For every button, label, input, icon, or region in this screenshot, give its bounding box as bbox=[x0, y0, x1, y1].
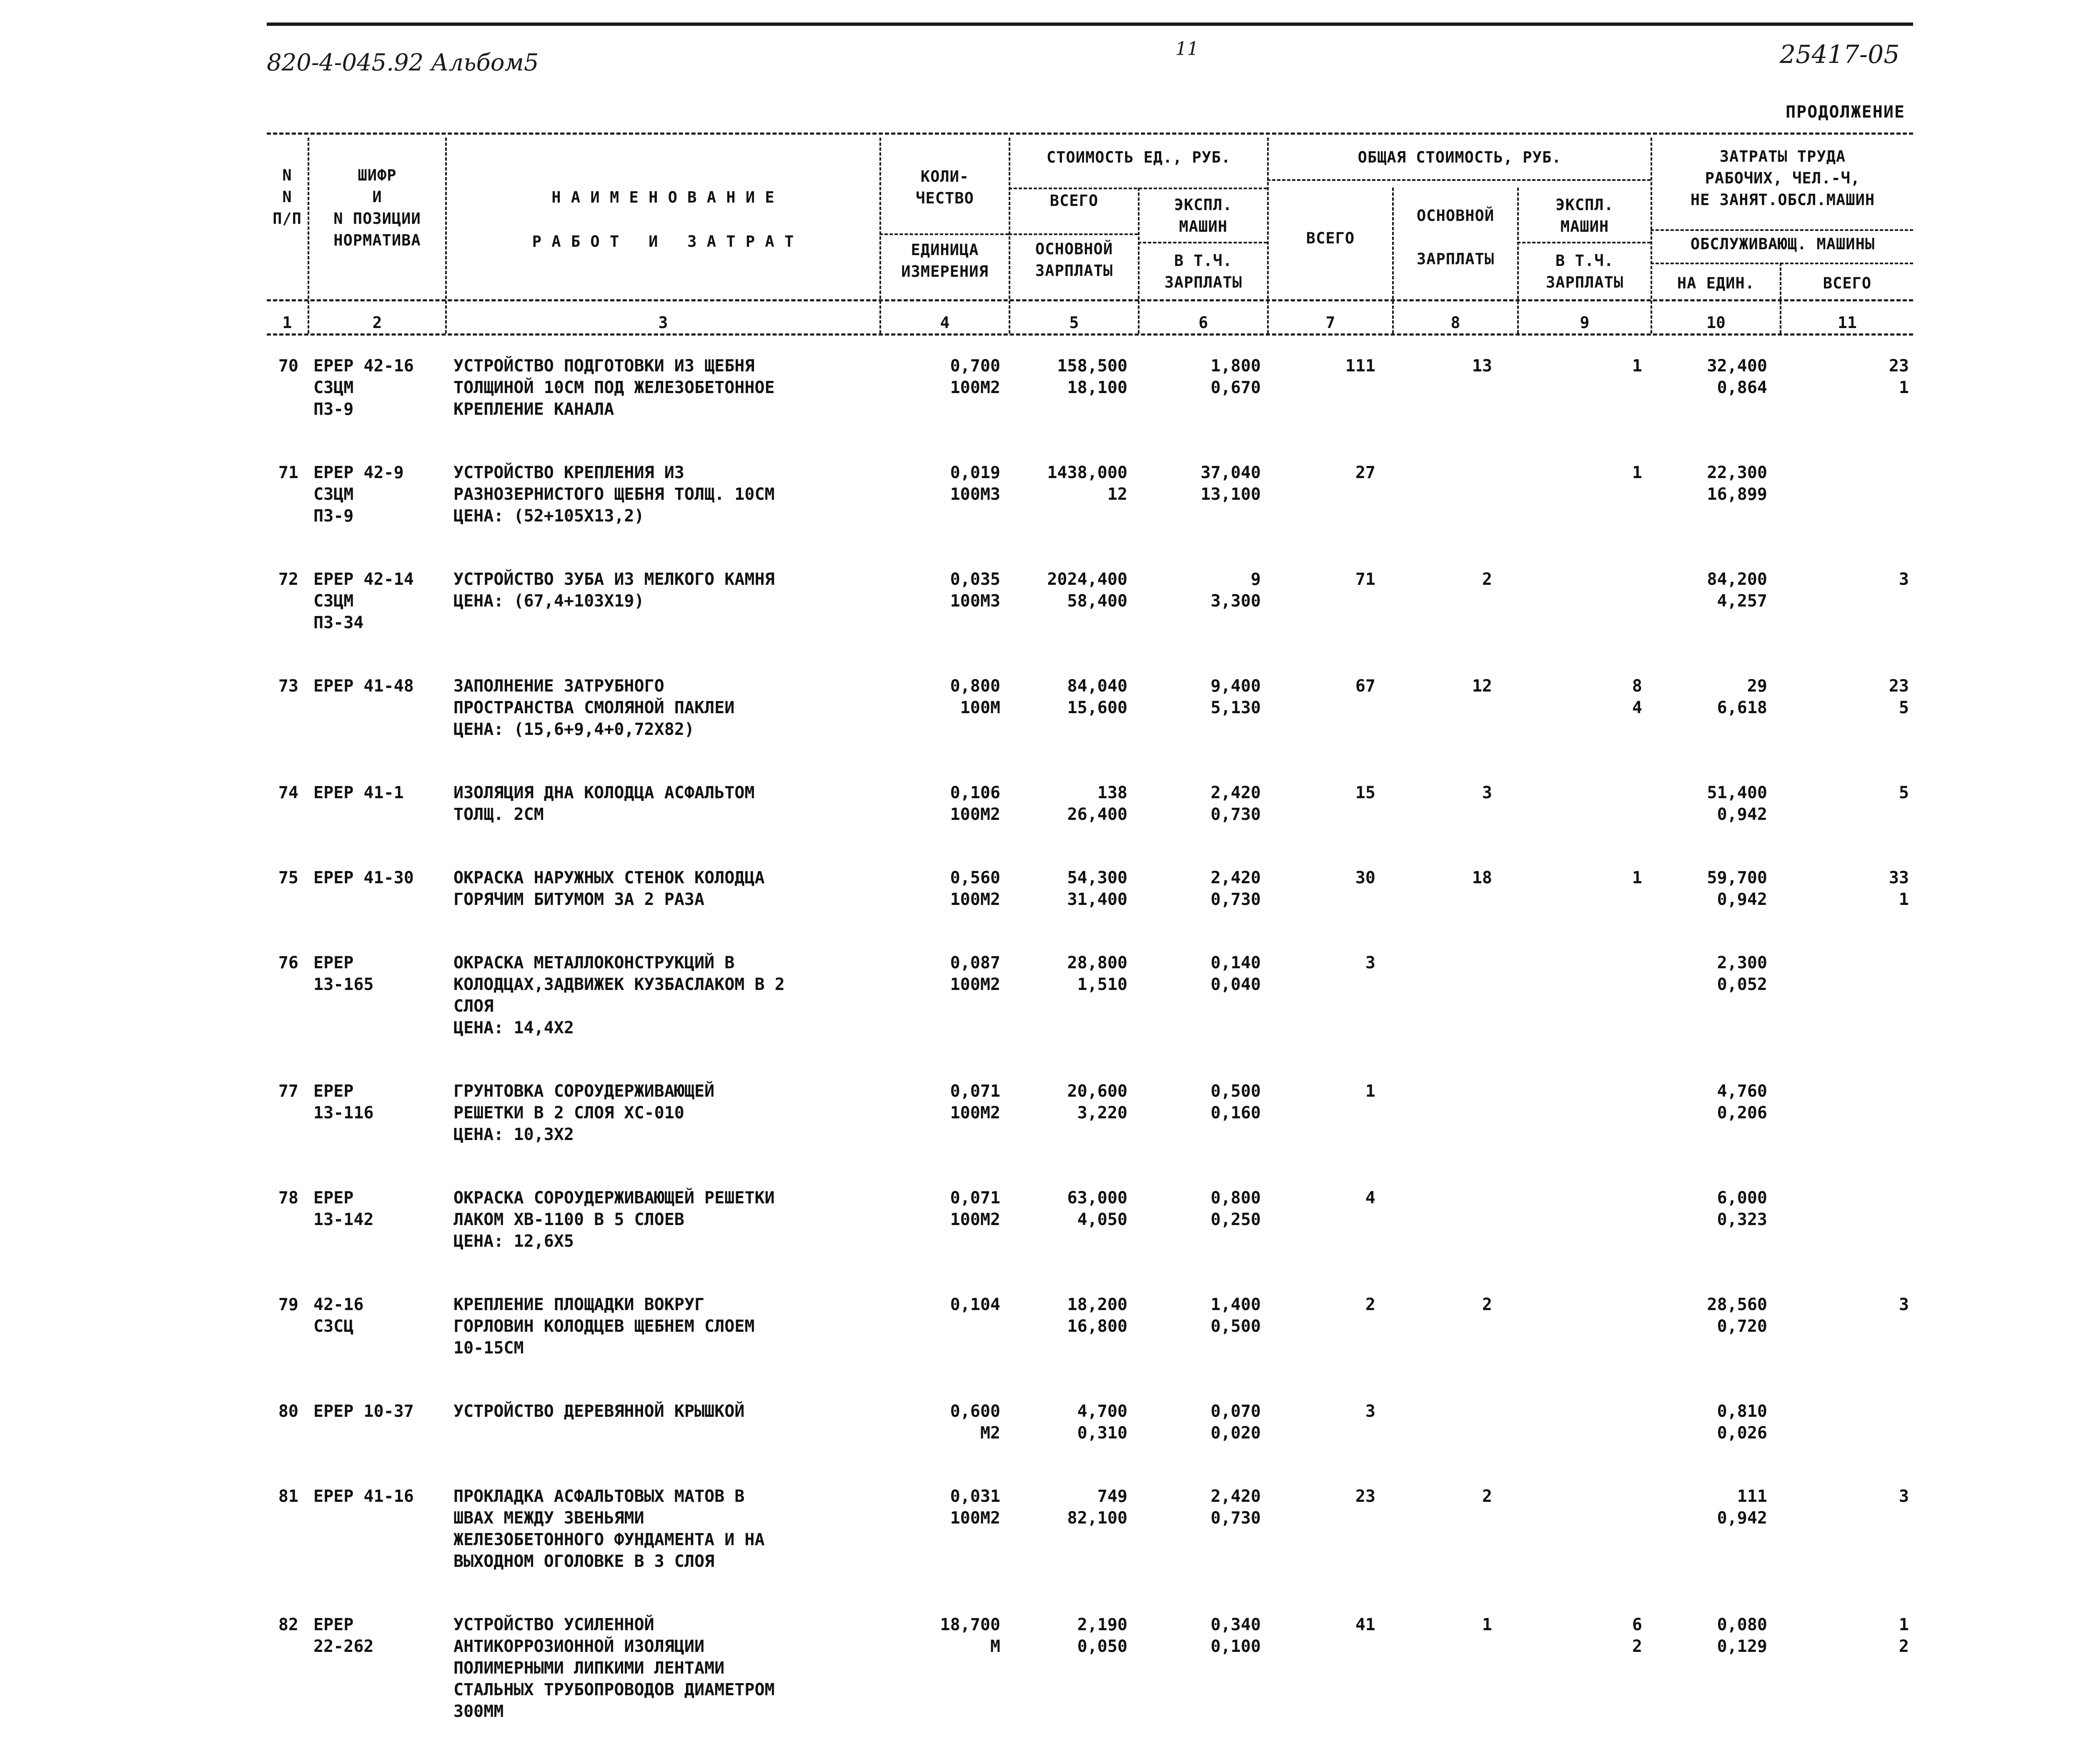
header-bottom-border bbox=[267, 299, 1913, 301]
total-machines: 1 bbox=[1632, 868, 1642, 887]
norm-code: ЕРЕР 22-262 bbox=[313, 1615, 374, 1656]
total-machines: 8 4 bbox=[1632, 677, 1642, 717]
labor-per-unit: 29 6,618 bbox=[1717, 677, 1767, 717]
labor-total: 5 bbox=[1899, 783, 1909, 802]
unit-cost-total: 20,600 3,220 bbox=[1067, 1082, 1127, 1123]
table-row bbox=[267, 1486, 1913, 1614]
work-name: ОКРАСКА НАРУЖНЫХ СТЕНОК КОЛОДЦА ГОРЯЧИМ БИТУМОМ ЗА 2 РАЗА bbox=[453, 868, 765, 909]
work-name: ОКРАСКА СОРОУДЕРЖИВАЮЩЕЙ РЕШЕТКИ ЛАКОМ ХВ-1100 В 5 СЛОЕВ ЦЕНА: 12,6Х5 bbox=[453, 1188, 775, 1251]
column-number: 9 bbox=[1580, 313, 1590, 332]
labor-total bbox=[1784, 952, 1909, 974]
unit-cost-machines: 2,420 0,730 bbox=[1210, 868, 1261, 909]
work-name: УСТРОЙСТВО ЗУБА ИЗ МЕЛКОГО КАМНЯ ЦЕНА: (67,4+103Х19) bbox=[453, 570, 775, 611]
unit-cost-total: 54,300 31,400 bbox=[1067, 868, 1127, 909]
item-number: 77 bbox=[278, 1082, 298, 1101]
labor-per-unit: 2,300 0,052 bbox=[1717, 953, 1767, 994]
col-header-total-machines: ЭКСПЛ. МАШИН bbox=[1555, 196, 1614, 236]
quantity: 0,035 100М3 bbox=[950, 570, 1000, 611]
quantity: 0,071 100М2 bbox=[950, 1082, 1000, 1123]
labor-per-unit: 59,700 0,942 bbox=[1707, 868, 1767, 909]
norm-code: ЕРЕР 41-16 bbox=[313, 1487, 414, 1506]
quantity: 0,071 100М2 bbox=[950, 1188, 1000, 1229]
col-header-name-top: Н А И М Е Н О В А Н И Е bbox=[551, 188, 775, 206]
col-header-labor-machines: ОБСЛУЖИВАЮЩ. МАШИНЫ bbox=[1690, 235, 1875, 253]
total-wage: 12 bbox=[1472, 677, 1492, 696]
labor-total: 3 bbox=[1899, 1487, 1909, 1506]
item-number: 78 bbox=[278, 1188, 298, 1208]
continued-label: ПРОДОЛЖЕНИЕ bbox=[1786, 103, 1905, 122]
item-number: 75 bbox=[278, 868, 298, 887]
unit-cost-total: 2,190 0,050 bbox=[1077, 1615, 1127, 1656]
table-row bbox=[267, 355, 1913, 462]
labor-total bbox=[1784, 1401, 1909, 1422]
norm-code: ЕРЕР 42-14 СЗЦМ ПЗ-34 bbox=[313, 570, 414, 632]
total-cost: 2 bbox=[1365, 1295, 1375, 1314]
work-name: ПРОКЛАДКА АСФАЛЬТОВЫХ МАТОВ В ШВАХ МЕЖДУ ЗВЕНЬЯМИ ЖЕЛЕЗОБЕТОННОГО ФУНДАМЕНТА И НА ВЫХОДНОМ ОГОЛОВКЕ В 3 СЛОЯ bbox=[453, 1487, 765, 1571]
labor-total bbox=[1784, 1080, 1909, 1102]
table-row bbox=[267, 1401, 1913, 1486]
unit-cost-total: 18,200 16,800 bbox=[1067, 1295, 1127, 1336]
norm-code: ЕРЕР 13-116 bbox=[313, 1082, 374, 1123]
norm-code: ЕРЕР 41-1 bbox=[313, 783, 404, 802]
total-cost: 67 bbox=[1355, 677, 1375, 696]
item-number: 79 bbox=[278, 1295, 298, 1314]
labor-total bbox=[1784, 462, 1909, 484]
col-header-total-wage: ОСНОВНОЙ ЗАРПЛАТЫ bbox=[1416, 207, 1495, 268]
labor-total: 1 2 bbox=[1899, 1615, 1909, 1656]
col-header-labor-unit: НА ЕДИН. bbox=[1677, 274, 1755, 292]
table-row bbox=[267, 1614, 1913, 1764]
column-number: 7 bbox=[1325, 313, 1335, 332]
labor-total: 33 1 bbox=[1889, 868, 1909, 909]
unit-cost-machines: 2,420 0,730 bbox=[1210, 1487, 1261, 1528]
norm-code: ЕРЕР 42-9 СЗЦМ ПЗ-9 bbox=[313, 463, 404, 526]
item-number: 81 bbox=[278, 1487, 298, 1506]
col-header-unit-cost-group: СТОИМОСТЬ ЕД., РУБ. bbox=[1046, 148, 1231, 166]
column-number: 5 bbox=[1069, 313, 1079, 332]
col-header-unit-wage: ОСНОВНОЙ ЗАРПЛАТЫ bbox=[1035, 240, 1113, 280]
labor-per-unit: 22,300 16,899 bbox=[1707, 463, 1767, 504]
quantity: 0,104 bbox=[950, 1295, 1000, 1314]
quantity: 0,560 100М2 bbox=[950, 868, 1000, 909]
quantity: 0,600 М2 bbox=[950, 1402, 1000, 1443]
total-machines: 1 bbox=[1632, 356, 1642, 376]
col-header-number: N N П/П bbox=[273, 166, 302, 228]
item-number: 71 bbox=[278, 463, 298, 482]
table-row bbox=[267, 952, 1913, 1080]
column-number: 1 bbox=[282, 313, 292, 332]
table-row bbox=[267, 1080, 1913, 1187]
column-number: 8 bbox=[1450, 313, 1460, 332]
total-cost: 4 bbox=[1365, 1188, 1375, 1208]
total-wage: 13 bbox=[1472, 356, 1492, 376]
col-header-unit-total: ВСЕГО bbox=[1050, 192, 1099, 210]
table-row bbox=[267, 867, 1913, 952]
total-cost: 15 bbox=[1355, 783, 1375, 802]
unit-cost-machines: 0,140 0,040 bbox=[1210, 953, 1261, 994]
unit-cost-machines: 0,340 0,100 bbox=[1210, 1615, 1261, 1656]
col-header-total-machine-wage: В Т.Ч. ЗАРПЛАТЫ bbox=[1545, 252, 1624, 291]
column-number: 2 bbox=[372, 313, 382, 332]
labor-per-unit: 0,810 0,026 bbox=[1717, 1402, 1767, 1443]
col-header-unit: ЕДИНИЦА ИЗМЕРЕНИЯ bbox=[901, 241, 989, 281]
quantity: 18,700 М bbox=[940, 1615, 1000, 1656]
unit-cost-total: 4,700 0,310 bbox=[1077, 1402, 1127, 1443]
work-name: УСТРОЙСТВО КРЕПЛЕНИЯ ИЗ РАЗНОЗЕРНИСТОГО ЩЕБНЯ ТОЛЩ. 10СМ ЦЕНА: (52+105Х13,2) bbox=[453, 463, 775, 526]
quantity: 0,019 100М3 bbox=[950, 463, 1000, 504]
unit-cost-machines: 1,800 0,670 bbox=[1210, 356, 1261, 397]
column-number: 3 bbox=[658, 313, 668, 332]
column-numbers-border bbox=[267, 333, 1913, 336]
item-number: 76 bbox=[278, 953, 298, 972]
group-divider bbox=[1517, 242, 1651, 243]
unit-cost-machines: 0,070 0,020 bbox=[1210, 1402, 1261, 1443]
page-number: 11 bbox=[1175, 38, 1199, 60]
norm-code: ЕРЕР 13-142 bbox=[313, 1188, 374, 1229]
unit-cost-machines: 0,800 0,250 bbox=[1210, 1188, 1261, 1229]
unit-cost-machines: 1,400 0,500 bbox=[1210, 1295, 1261, 1336]
labor-per-unit: 6,000 0,323 bbox=[1717, 1188, 1767, 1229]
unit-cost-total: 749 82,100 bbox=[1067, 1487, 1127, 1528]
total-cost: 30 bbox=[1355, 868, 1375, 887]
sheet-number: 25417-05 bbox=[1780, 40, 1900, 69]
col-header-name-bottom: Р А Б О Т И З А Т Р А Т bbox=[532, 233, 794, 251]
labor-per-unit: 0,080 0,129 bbox=[1717, 1615, 1767, 1656]
work-name: ЗАПОЛНЕНИЕ ЗАТРУБНОГО ПРОСТРАНСТВА СМОЛЯНОЙ ПАКЛЕИ ЦЕНА: (15,6+9,4+0,72Х82) bbox=[453, 677, 735, 739]
item-number: 70 bbox=[278, 356, 298, 376]
labor-total: 23 1 bbox=[1889, 356, 1909, 397]
table-row bbox=[267, 1187, 1913, 1294]
column-number: 10 bbox=[1706, 313, 1726, 332]
labor-per-unit: 28,560 0,720 bbox=[1707, 1295, 1767, 1336]
col-header-code: ШИФР И N ПОЗИЦИИ НОРМАТИВА bbox=[333, 166, 421, 249]
total-wage: 2 bbox=[1482, 1487, 1492, 1506]
work-name: КРЕПЛЕНИЕ ПЛОЩАДКИ ВОКРУГ ГОРЛОВИН КОЛОДЦЕВ ЩЕБНЕМ СЛОЕМ 10-15СМ bbox=[453, 1295, 755, 1358]
unit-cost-total: 28,800 1,510 bbox=[1067, 953, 1127, 994]
total-cost: 41 bbox=[1355, 1615, 1375, 1634]
item-number: 74 bbox=[278, 783, 298, 802]
quantity: 0,031 100М2 bbox=[950, 1487, 1000, 1528]
table-row bbox=[267, 1294, 1913, 1401]
total-wage: 2 bbox=[1482, 1295, 1492, 1314]
labor-per-unit: 51,400 0,942 bbox=[1707, 783, 1767, 824]
norm-code: ЕРЕР 13-165 bbox=[313, 953, 374, 994]
unit-cost-total: 1438,000 12 bbox=[1047, 463, 1127, 504]
total-cost: 23 bbox=[1355, 1487, 1375, 1506]
col-header-quantity: КОЛИ- ЧЕСТВО bbox=[916, 168, 974, 207]
item-number: 72 bbox=[278, 570, 298, 589]
group-divider bbox=[1009, 188, 1267, 189]
labor-per-unit: 111 0,942 bbox=[1717, 1487, 1767, 1528]
col-header-total-cost-group: ОБЩАЯ СТОИМОСТЬ, РУБ. bbox=[1358, 148, 1562, 166]
group-divider bbox=[1138, 242, 1267, 243]
col-header-labor-group: ЗАТРАТЫ ТРУДА РАБОЧИХ, ЧЕЛ.-Ч, НЕ ЗАНЯТ.ОБСЛ.МАШИН bbox=[1690, 148, 1875, 209]
norm-code: ЕРЕР 42-16 СЗЦМ ПЗ-9 bbox=[313, 356, 414, 419]
quantity: 0,087 100М2 bbox=[950, 953, 1000, 994]
quantity: 0,700 100М2 bbox=[950, 356, 1000, 397]
col-header-total-all: ВСЕГО bbox=[1306, 229, 1355, 247]
work-name: ГРУНТОВКА СОРОУДЕРЖИВАЮЩЕЙ РЕШЕТКИ В 2 СЛОЯ ХС-010 ЦЕНА: 10,3Х2 bbox=[453, 1082, 715, 1144]
col-header-labor-total: ВСЕГО bbox=[1823, 274, 1872, 292]
work-name: УСТРОЙСТВО УСИЛЕННОЙ АНТИКОРРОЗИОННОЙ ИЗОЛЯЦИИ ПОЛИМЕРНЫМИ ЛИПКИМИ ЛЕНТАМИ СТАЛЬНЫХ ТРУБОПРОВОДОВ ДИАМЕТРОМ 300ММ bbox=[453, 1615, 775, 1721]
unit-cost-total: 138 26,400 bbox=[1067, 783, 1127, 824]
document-code: 820-4-045.92 Альбом5 bbox=[267, 49, 539, 76]
table-row bbox=[267, 782, 1913, 867]
total-machines: 1 bbox=[1632, 463, 1642, 482]
norm-code: ЕРЕР 41-48 bbox=[313, 677, 414, 696]
group-divider bbox=[1651, 229, 1913, 231]
labor-per-unit: 4,760 0,206 bbox=[1717, 1082, 1767, 1123]
total-cost: 27 bbox=[1355, 463, 1375, 482]
column-number: 6 bbox=[1198, 313, 1208, 332]
column-number: 4 bbox=[940, 313, 950, 332]
unit-cost-machines: 9,400 5,130 bbox=[1210, 677, 1261, 717]
work-name: ОКРАСКА МЕТАЛЛОКОНСТРУКЦИЙ В КОЛОДЦАХ,ЗАДВИЖЕК КУЗБАСЛАКОМ В 2 СЛОЯ ЦЕНА: 14,4Х2 bbox=[453, 953, 785, 1037]
work-name: УСТРОЙСТВО ПОДГОТОВКИ ИЗ ЩЕБНЯ ТОЛЩИНОЙ 10СМ ПОД ЖЕЛЕЗОБЕТОННОЕ КРЕПЛЕНИЕ КАНАЛА bbox=[453, 356, 775, 419]
unit-cost-machines: 37,040 13,100 bbox=[1200, 463, 1261, 504]
total-cost: 3 bbox=[1365, 953, 1375, 972]
item-number: 80 bbox=[278, 1402, 298, 1421]
labor-total: 3 bbox=[1899, 1295, 1909, 1314]
estimate-table-body bbox=[267, 355, 1913, 1764]
norm-code: ЕРЕР 10-37 bbox=[313, 1402, 414, 1421]
col-header-unit-machine-wage: В Т.Ч. ЗАРПЛАТЫ bbox=[1164, 252, 1242, 291]
table-top-border bbox=[267, 133, 1913, 135]
col-header-unit-machines: ЭКСПЛ. МАШИН bbox=[1174, 196, 1232, 236]
group-divider bbox=[1267, 179, 1651, 181]
unit-cost-total: 158,500 18,100 bbox=[1057, 356, 1127, 397]
unit-cost-machines: 9 3,300 bbox=[1210, 570, 1261, 611]
norm-code: ЕРЕР 41-30 bbox=[313, 868, 414, 887]
total-cost: 1 bbox=[1365, 1082, 1375, 1101]
column-number: 11 bbox=[1838, 313, 1857, 332]
work-name: ИЗОЛЯЦИЯ ДНА КОЛОДЦА АСФАЛЬТОМ ТОЛЩ. 2СМ bbox=[453, 783, 755, 824]
table-row bbox=[267, 569, 1913, 675]
group-divider bbox=[879, 233, 1009, 235]
work-name: УСТРОЙСТВО ДЕРЕВЯННОЙ КРЫШКОЙ bbox=[453, 1402, 745, 1421]
total-wage: 18 bbox=[1472, 868, 1492, 887]
total-machines: 6 2 bbox=[1632, 1615, 1642, 1656]
unit-cost-total: 84,040 15,600 bbox=[1067, 677, 1127, 717]
table-row bbox=[267, 462, 1913, 569]
unit-cost-total: 2024,400 58,400 bbox=[1047, 570, 1127, 611]
quantity: 0,106 100М2 bbox=[950, 783, 1000, 824]
unit-cost-machines: 0,500 0,160 bbox=[1210, 1082, 1261, 1123]
unit-cost-machines: 2,420 0,730 bbox=[1210, 783, 1261, 824]
total-wage: 3 bbox=[1482, 783, 1492, 802]
group-divider bbox=[1009, 233, 1138, 235]
top-rule bbox=[267, 23, 1913, 26]
labor-per-unit: 32,400 0,864 bbox=[1707, 356, 1767, 397]
group-divider bbox=[1651, 263, 1913, 264]
norm-code: 42-16 СЗСЦ bbox=[313, 1295, 364, 1336]
quantity: 0,800 100М bbox=[950, 677, 1000, 717]
item-number: 82 bbox=[278, 1615, 298, 1634]
labor-per-unit: 84,200 4,257 bbox=[1707, 570, 1767, 611]
labor-total: 23 5 bbox=[1889, 677, 1909, 717]
total-cost: 111 bbox=[1345, 356, 1375, 376]
labor-total bbox=[1784, 1187, 1909, 1209]
total-cost: 71 bbox=[1355, 570, 1375, 589]
table-row bbox=[267, 675, 1913, 782]
unit-cost-total: 63,000 4,050 bbox=[1067, 1188, 1127, 1229]
total-wage: 2 bbox=[1482, 570, 1492, 589]
total-wage: 1 bbox=[1482, 1615, 1492, 1634]
labor-total: 3 bbox=[1899, 570, 1909, 589]
item-number: 73 bbox=[278, 677, 298, 696]
total-cost: 3 bbox=[1365, 1402, 1375, 1421]
